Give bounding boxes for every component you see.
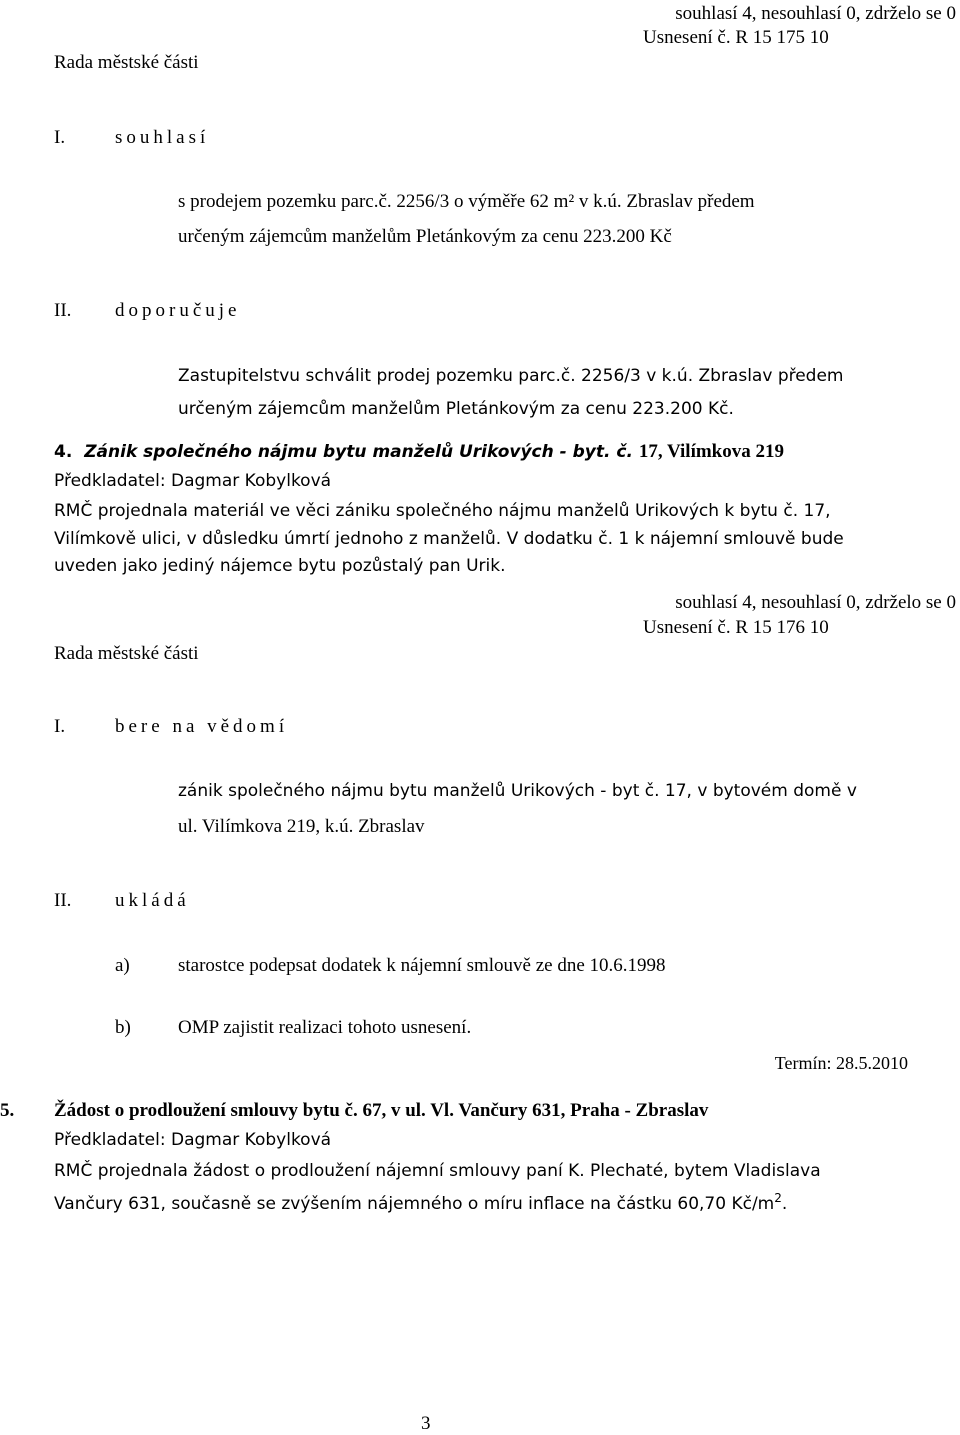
point-text-line: určeným zájemcům manželům Pletánkovým za cenu 223.200 Kč xyxy=(178,226,672,247)
agenda-item-title-end: 17, Vilímkova 219 xyxy=(638,441,784,462)
agenda-item-heading xyxy=(54,442,784,461)
point-verb: souhlasí xyxy=(115,127,210,148)
task-label: a) xyxy=(115,955,130,976)
resolution-number: Usnesení č. R 15 176 10 xyxy=(643,617,829,638)
proposer: Předkladatel: Dagmar Kobylková xyxy=(54,1130,332,1150)
task-label: b) xyxy=(115,1017,131,1038)
point-verb: doporučuje xyxy=(115,300,241,321)
page-number: 3 xyxy=(421,1413,431,1434)
point-numeral: I. xyxy=(54,127,66,148)
item-text-line xyxy=(54,1191,788,1214)
item-text-end: . xyxy=(781,1194,788,1214)
agenda-item-heading xyxy=(0,1100,709,1121)
resolution-number: Usnesení č. R 15 175 10 xyxy=(643,27,829,48)
point-text-line: s prodejem pozemku parc.č. 2256/3 o výměře 62 m² v k.ú. Zbraslav předem xyxy=(178,191,755,212)
agenda-item-number: 4. xyxy=(54,442,73,462)
vote-result: souhlasí 4, nesouhlasí 0, zdrželo se 0 xyxy=(675,3,956,24)
council-label: Rada městské části xyxy=(54,52,199,73)
point-numeral: II. xyxy=(54,300,72,321)
point-verb: bere na vědomí xyxy=(115,716,289,737)
agenda-item-title: Žádost o prodloužení smlouvy bytu č. 67, v ul. Vl. Vančury 631, Praha - Zbraslav xyxy=(54,1100,709,1121)
item-text-line: Vilímkově ulici, v důsledku úmrtí jednoho z manželů. V dodatku č. 1 k nájemní smlouvě bude xyxy=(54,529,844,549)
task-text: starostce podepsat dodatek k nájemní smlouvě ze dne 10.6.1998 xyxy=(178,955,666,976)
point-numeral: II. xyxy=(54,890,72,911)
point-text-line: Zastupitelstvu schválit prodej pozemku parc.č. 2256/3 v k.ú. Zbraslav předem xyxy=(178,366,844,386)
point-verb: ukládá xyxy=(115,890,190,911)
point-text-line: určeným zájemcům manželům Pletánkovým za cenu 223.200 Kč. xyxy=(178,399,734,419)
task-text: OMP zajistit realizaci tohoto usnesení. xyxy=(178,1017,472,1038)
item-text-line: uveden jako jediný nájemce bytu pozůstalý pan Urik. xyxy=(54,556,506,576)
point-text-line: zánik společného nájmu bytu manželů Urikových - byt č. 17, v bytovém domě v xyxy=(178,781,857,801)
council-label: Rada městské části xyxy=(54,643,199,664)
point-numeral: I. xyxy=(54,716,66,737)
item-text: Vančury 631, současně se zvýšením nájemného o míru inflace na částku 60,70 Kč/m xyxy=(54,1194,775,1214)
proposer: Předkladatel: Dagmar Kobylková xyxy=(54,471,332,491)
superscript: 2 xyxy=(774,1191,782,1205)
item-text-line: RMČ projednala žádost o prodloužení nájemní smlouvy paní K. Plechaté, bytem Vladislava xyxy=(54,1161,821,1181)
item-text-line: RMČ projednala materiál ve věci zániku společného nájmu manželů Urikových k bytu č. 17, xyxy=(54,501,831,521)
deadline: Termín: 28.5.2010 xyxy=(774,1053,908,1073)
agenda-item-title: Zánik společného nájmu bytu manželů Urikových - byt. č. xyxy=(84,442,633,462)
point-text-line: ul. Vilímkova 219, k.ú. Zbraslav xyxy=(178,816,425,837)
vote-result: souhlasí 4, nesouhlasí 0, zdrželo se 0 xyxy=(675,592,956,613)
agenda-item-number: 5. xyxy=(0,1100,15,1121)
